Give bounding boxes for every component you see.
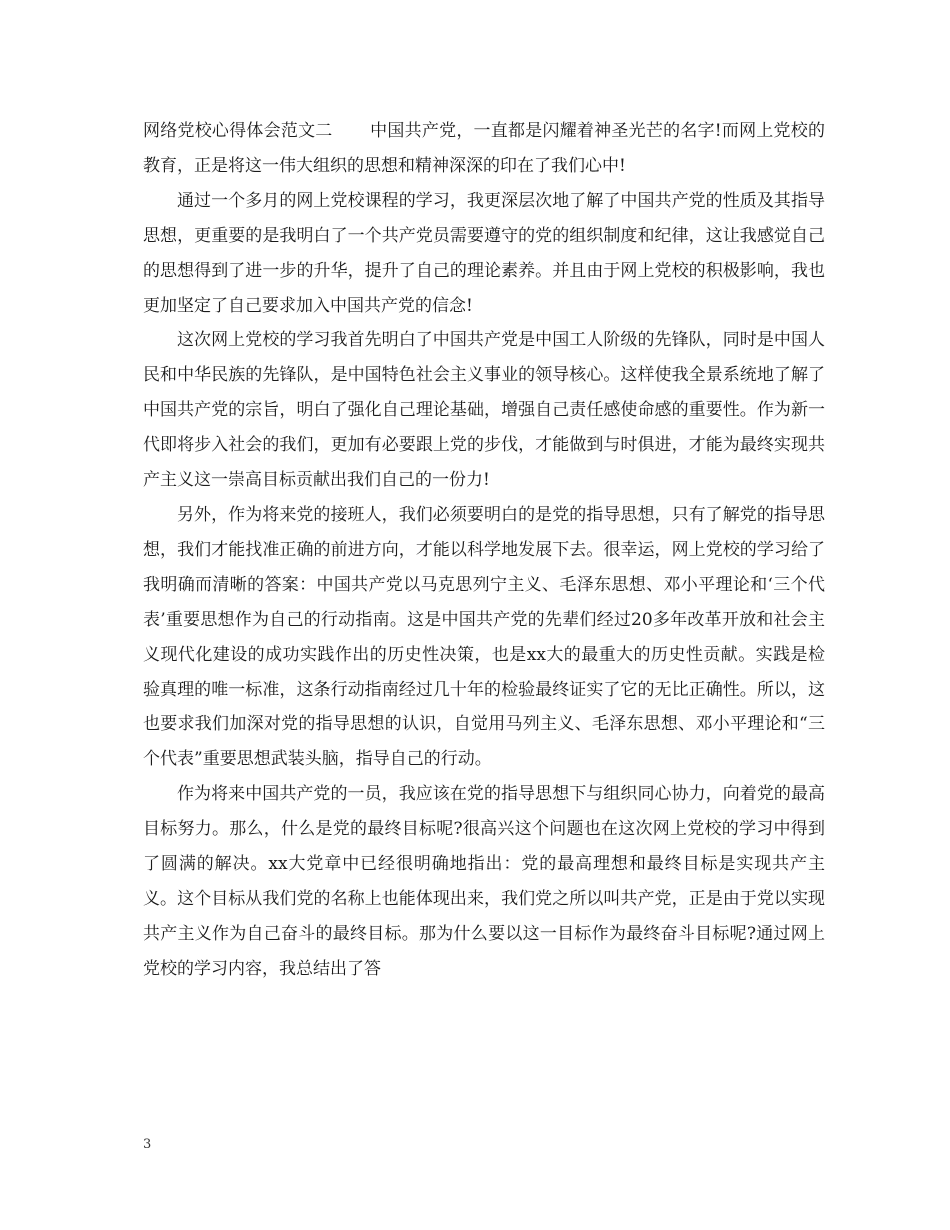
paragraph-1-text: 中国共产党，一直都是闪耀着神圣光芒的名字!而网上党校的教育，正是将这一伟大组织的思想和精神深深的印在了我们心中!: [143, 121, 825, 176]
paragraph-5: 作为将来中国共产党的一员，我应该在党的指导思想下与组织同心协力，向着党的最高目标努力。那么，什么是党的最终目标呢?很高兴这个问题也在这次网上党校的学习中得到了圆满的解决。xx大党章中已经很明确地指出：党的最高理想和最终目标是实现共产主义。这个目标从我们党的名称上也能体现出来，我们党之所以叫共产党，正是由于党以实现共产主义作为自己奋斗的最终目标。那为什么要以这一目标作为最终奋斗目标呢?通过网上党校的学习内容，我总结出了答: [143, 784, 825, 979]
paragraph-2: 通过一个多月的网上党校课程的学习，我更深层次地了解了中国共产党的性质及其指导思想，更重要的是我明白了一个共产党员需要遵守的党的组织制度和纪律，这让我感觉自己的思想得到了进一步的升华，提升了自己的理论素养。并且由于网上党校的积极影响，我也更加坚定了自己要求加入中国共产党的信念!: [143, 190, 825, 316]
paragraph-3: 这次网上党校的学习我首先明白了中国共产党是中国工人阶级的先锋队，同时是中国人民和中华民族的先锋队，是中国特色社会主义事业的领导核心。这样使我全景系统地了解了中国共产党的宗旨，明白了强化自己理论基础，增强自己责任感使命感的重要性。作为新一代即将步入社会的我们，更加有必要跟上党的步伐，才能做到与时俱进，才能为最终实现共产主义这一崇高目标贡献出我们自己的一份力!: [143, 330, 825, 491]
document-title: 网络党校心得体会范文二: [143, 121, 333, 141]
page-number: 3: [143, 1137, 152, 1152]
document-body: [143, 114, 825, 987]
paragraph-intro: [143, 114, 825, 184]
paragraph-4: 另外，作为将来党的接班人，我们必须要明白的是党的指导思想，只有了解党的指导思想，我们才能找准正确的前进方向，才能以科学地发展下去。很幸运，网上党校的学习给了我明确而清晰的答案：中国共产党以马克思列宁主义、毛泽东思想、邓小平理论和‘三个代表’重要思想作为自己的行动指南。这是中国共产党的先辈们经过20多年改革开放和社会主义现代化建设的成功实践作出的历史性决策，也是xx大的最重大的历史性贡献。实践是检验真理的唯一标准，这条行动指南经过几十年的检验最终证实了它的无比正确性。所以，这也要求我们加深对党的指导思想的认识，自觉用马列主义、毛泽东思想、邓小平理论和“三个代表”重要思想武装头脑，指导自己的行动。: [143, 504, 825, 770]
